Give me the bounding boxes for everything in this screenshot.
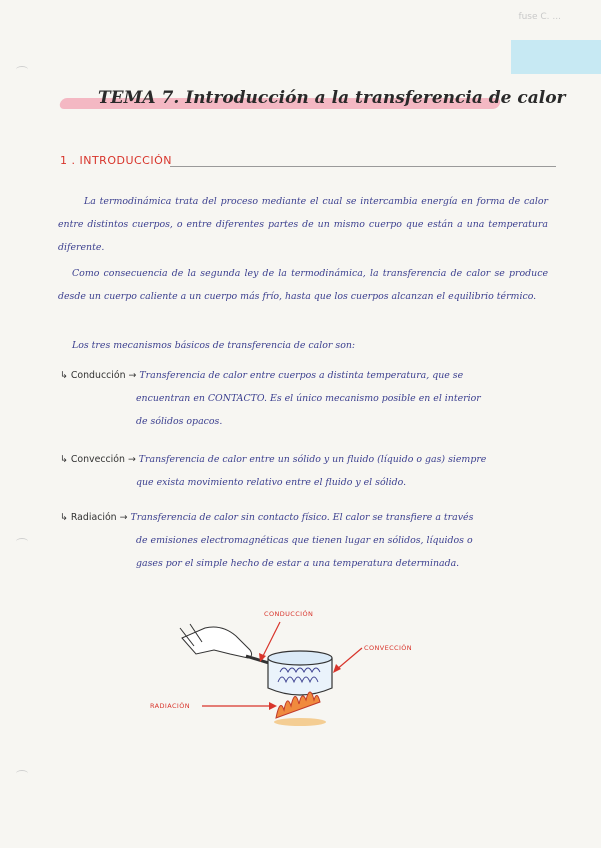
section-underline: [170, 166, 556, 167]
mechanism-label: ↳ Radiación →: [60, 512, 128, 523]
section-heading: 1 . INTRODUCCIÓN: [60, 154, 172, 167]
page-title: TEMA 7. Introducción a la transferencia de calor: [98, 88, 566, 108]
mechanism-text: gases por el simple hecho de estar a una temperatura determinada.: [136, 558, 460, 569]
margin-mark: [16, 66, 28, 73]
label-conduction: CONDUCCIÓN: [264, 610, 314, 618]
paragraph: Los tres mecanismos básicos de transferencia de calor son:: [72, 340, 356, 351]
mechanism-text: de emisiones electromagnéticas que tienen lugar en sólidos, líquidos o: [136, 535, 473, 546]
mechanism-text: Transferencia de calor entre cuerpos a distinta temperatura, que se: [139, 370, 464, 381]
pot-illustration: [150, 598, 450, 738]
mechanism-text: que exista movimiento relativo entre el fluido y el sólido.: [136, 477, 407, 488]
mechanism-label: ↳ Convección →: [60, 454, 136, 465]
hand-icon: [182, 627, 252, 658]
label-convection: CONVECCIÓN: [364, 644, 413, 652]
title-block: [60, 86, 566, 112]
mechanism-conduction: [60, 364, 550, 433]
heat-transfer-diagram: [150, 598, 450, 738]
margin-mark: [16, 538, 28, 545]
mechanism-text: de sólidos opacos.: [136, 416, 223, 427]
mechanism-text: Transferencia de calor sin contacto físico. El calor se transfiere a través: [130, 512, 474, 523]
mechanism-text: encuentran en CONTACTO. Es el único mecanismo posible en el interior: [136, 393, 481, 404]
label-radiation: RADIACIÓN: [150, 702, 190, 710]
paragraph: La termodinámica trata del proceso mediante el cual se intercambia energía en forma de calor entre distintos cuerpos, o entre diferentes partes de un mismo cuerpo que están a una temperatura diferente.: [58, 196, 548, 253]
corner-note: fuse C. ...: [518, 12, 561, 22]
paragraph: Como consecuencia de la segunda ley de la termodinámica, la transferencia de calor se produce desde un cuerpo caliente a un cuerpo más frío, hasta que los cuerpos alcanzan el equilibrio térmico.: [58, 268, 548, 302]
corner-tab: [511, 40, 601, 74]
mechanism-text: Transferencia de calor entre un sólido y un fluido (líquido o gas) siempre: [138, 454, 487, 465]
mechanism-label: ↳ Conducción →: [60, 370, 137, 381]
margin-mark: [16, 770, 28, 777]
mechanism-radiation: [60, 506, 550, 575]
flame-icon: [276, 692, 320, 718]
mechanism-convection: [60, 448, 550, 494]
